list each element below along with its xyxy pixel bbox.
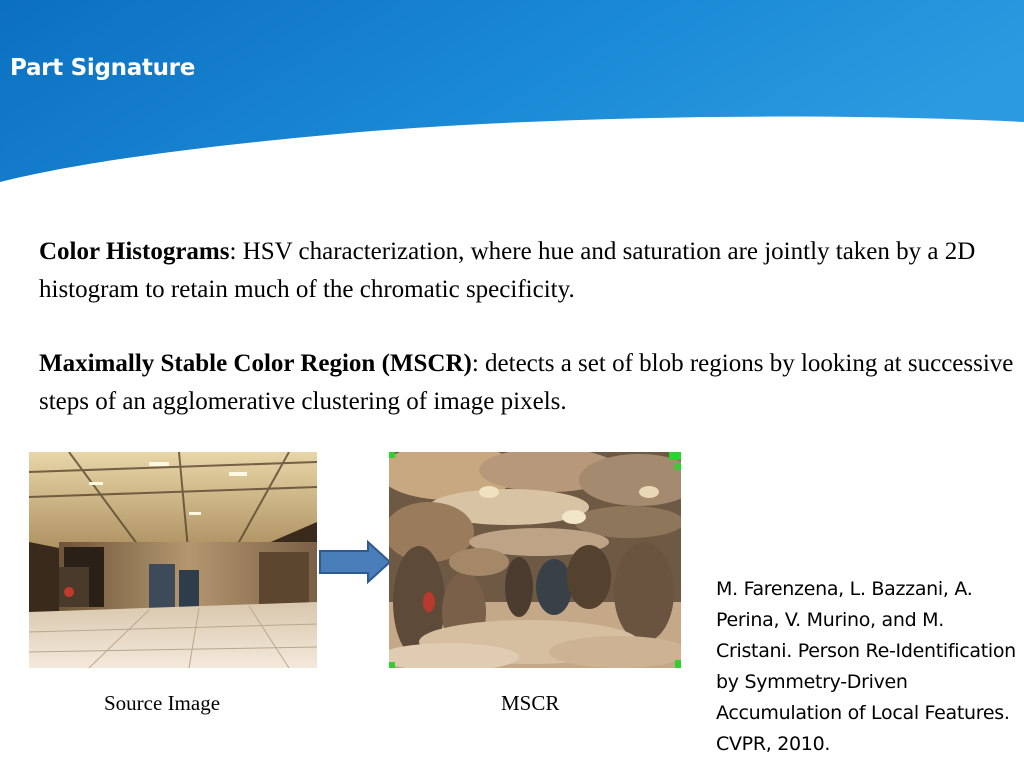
header-banner	[0, 0, 1024, 200]
source-image	[29, 452, 317, 668]
color-histograms-paragraph	[39, 233, 1014, 309]
mscr-description: detects a set of blob regions by looking at successive steps of an agglomerative clustering of image pixels.	[39, 350, 1014, 415]
mscr-paragraph	[39, 345, 1014, 421]
slide-title: Part Signature	[10, 55, 196, 81]
term-separator: :	[229, 238, 243, 265]
color-histograms-description: HSV characterization, where hue and saturation are jointly taken by a 2D histogram to retain much of the chromatic specificity.	[39, 238, 976, 303]
mscr-image	[389, 452, 681, 668]
color-histograms-term: Color Histograms	[39, 238, 230, 265]
mscr-caption: MSCR	[501, 691, 560, 715]
mscr-abbreviation: (MSCR)	[375, 350, 472, 377]
term-separator: :	[471, 350, 486, 377]
mscr-term: Maximally Stable Color Region	[39, 350, 376, 377]
right-arrow-icon	[318, 540, 394, 584]
source-image-caption: Source Image	[104, 691, 221, 715]
reference-citation: M. Farenzena, L. Bazzani, A. Perina, V. Murino, and M. Cristani. Person Re-Identification by Symmetry-Driven Accumulation of Local Features. CVPR, 2010.	[716, 578, 1016, 755]
